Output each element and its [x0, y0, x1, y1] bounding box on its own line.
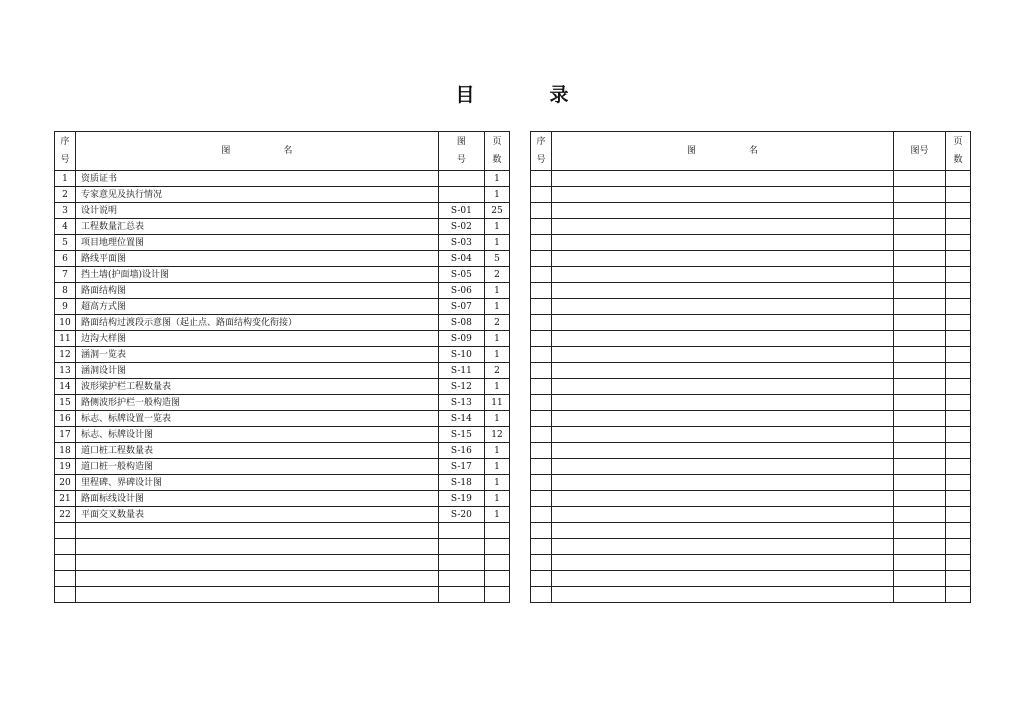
- cell-name: 路面结构图: [76, 283, 439, 299]
- cell-name: [552, 347, 894, 363]
- cell-code: [894, 395, 946, 411]
- cell-name: [76, 539, 439, 555]
- cell-name: [552, 523, 894, 539]
- cell-name: 边沟大样图: [76, 331, 439, 347]
- table-row: [531, 459, 971, 475]
- cell-name: 里程碑、界碑设计图: [76, 475, 439, 491]
- cell-pages: [946, 475, 971, 491]
- cell-code: S-05: [438, 267, 484, 283]
- cell-code: [894, 171, 946, 187]
- toc-table-left: [54, 131, 510, 603]
- cell-pages: 1: [484, 507, 509, 523]
- cell-pages: [946, 251, 971, 267]
- cell-name: [552, 283, 894, 299]
- table-row: [531, 523, 971, 539]
- table-row: [531, 299, 971, 315]
- toc-table-right: [530, 131, 971, 603]
- cell-pages: [946, 331, 971, 347]
- cell-name: [552, 587, 894, 603]
- cell-name: [552, 331, 894, 347]
- cell-no: 16: [55, 411, 76, 427]
- cell-pages: [946, 299, 971, 315]
- cell-name: 道口桩工程数量表: [76, 443, 439, 459]
- cell-code: [894, 491, 946, 507]
- cell-no: [531, 427, 552, 443]
- table-row: [55, 443, 510, 459]
- table-row: [55, 171, 510, 187]
- cell-pages: 1: [484, 171, 509, 187]
- cell-name: [552, 411, 894, 427]
- cell-code: S-20: [438, 507, 484, 523]
- table-row: [531, 395, 971, 411]
- cell-pages: 1: [484, 411, 509, 427]
- cell-pages: 1: [484, 443, 509, 459]
- cell-code: S-16: [438, 443, 484, 459]
- cell-no: 7: [55, 267, 76, 283]
- cell-name: [552, 187, 894, 203]
- header-row: [531, 132, 971, 171]
- cell-code: [894, 523, 946, 539]
- cell-code: [438, 555, 484, 571]
- cell-no: 4: [55, 219, 76, 235]
- cell-code: S-07: [438, 299, 484, 315]
- cell-no: 1: [55, 171, 76, 187]
- cell-name: 波形梁护栏工程数量表: [76, 379, 439, 395]
- cell-code: S-09: [438, 331, 484, 347]
- cell-code: [894, 203, 946, 219]
- header-code-label: 图号: [910, 146, 929, 156]
- table-row: [531, 251, 971, 267]
- cell-pages: 1: [484, 491, 509, 507]
- cell-name: 涵洞设计图: [76, 363, 439, 379]
- header-code: [438, 132, 484, 171]
- cell-code: S-17: [438, 459, 484, 475]
- cell-no: [531, 363, 552, 379]
- cell-code: [438, 171, 484, 187]
- cell-code: [438, 523, 484, 539]
- cell-pages: 1: [484, 347, 509, 363]
- cell-code: [894, 475, 946, 491]
- cell-pages: 1: [484, 459, 509, 475]
- cell-name: [552, 459, 894, 475]
- cell-name: 设计说明: [76, 203, 439, 219]
- cell-name: [552, 251, 894, 267]
- cell-no: 19: [55, 459, 76, 475]
- cell-code: [894, 427, 946, 443]
- cell-name: [552, 507, 894, 523]
- cell-code: [894, 459, 946, 475]
- cell-name: [552, 395, 894, 411]
- table-row: [531, 363, 971, 379]
- header-pages: [484, 132, 509, 171]
- cell-name: [76, 587, 439, 603]
- page-title: 目 录: [455, 84, 597, 106]
- cell-pages: 1: [484, 331, 509, 347]
- header-no: [531, 132, 552, 171]
- cell-no: [531, 539, 552, 555]
- cell-code: [894, 331, 946, 347]
- header-name-label: 图 名: [221, 146, 315, 156]
- cell-no: 21: [55, 491, 76, 507]
- header-no-bottom: 号: [60, 155, 70, 165]
- cell-no: [55, 523, 76, 539]
- cell-code: S-04: [438, 251, 484, 267]
- table-row: [531, 315, 971, 331]
- table-row: [531, 475, 971, 491]
- cell-pages: [946, 379, 971, 395]
- header-pages-top: 页: [492, 137, 502, 147]
- table-row: [531, 235, 971, 251]
- header-pages-bottom: 数: [492, 155, 502, 165]
- cell-pages: [946, 427, 971, 443]
- cell-code: S-11: [438, 363, 484, 379]
- cell-no: [531, 203, 552, 219]
- cell-pages: 5: [484, 251, 509, 267]
- cell-pages: 1: [484, 283, 509, 299]
- cell-pages: [484, 539, 509, 555]
- cell-name: [552, 539, 894, 555]
- cell-pages: 2: [484, 363, 509, 379]
- cell-no: 3: [55, 203, 76, 219]
- cell-no: [531, 331, 552, 347]
- cell-name: [552, 363, 894, 379]
- cell-name: [552, 235, 894, 251]
- cell-no: [531, 491, 552, 507]
- cell-name: [552, 299, 894, 315]
- cell-pages: [946, 507, 971, 523]
- cell-code: S-06: [438, 283, 484, 299]
- cell-name: [552, 219, 894, 235]
- cell-no: 10: [55, 315, 76, 331]
- cell-code: S-03: [438, 235, 484, 251]
- table-row: [531, 507, 971, 523]
- table-row: [531, 283, 971, 299]
- cell-name: 道口桩一般构造图: [76, 459, 439, 475]
- cell-code: S-15: [438, 427, 484, 443]
- cell-pages: 2: [484, 315, 509, 331]
- cell-pages: [946, 555, 971, 571]
- table-row: [55, 283, 510, 299]
- header-code-bottom: 号: [456, 155, 466, 165]
- cell-code: S-02: [438, 219, 484, 235]
- table-row: [55, 379, 510, 395]
- cell-no: 8: [55, 283, 76, 299]
- cell-pages: [946, 491, 971, 507]
- cell-code: S-01: [438, 203, 484, 219]
- table-row: [55, 363, 510, 379]
- table-row: [55, 315, 510, 331]
- header-name-label: 图 名: [686, 146, 780, 156]
- cell-name: [552, 427, 894, 443]
- cell-pages: [946, 203, 971, 219]
- cell-no: [531, 379, 552, 395]
- cell-name: 标志、标牌设置一览表: [76, 411, 439, 427]
- table-row: [55, 507, 510, 523]
- cell-no: 5: [55, 235, 76, 251]
- header-code-top: 图: [456, 137, 466, 147]
- table-row: [55, 251, 510, 267]
- cell-no: [531, 219, 552, 235]
- table-row: [531, 331, 971, 347]
- cell-pages: 1: [484, 379, 509, 395]
- cell-pages: 2: [484, 267, 509, 283]
- cell-code: S-12: [438, 379, 484, 395]
- cell-name: [552, 203, 894, 219]
- header-no-top: 序: [536, 137, 546, 147]
- table-row: [55, 571, 510, 587]
- cell-no: [531, 187, 552, 203]
- cell-pages: [946, 411, 971, 427]
- cell-no: 15: [55, 395, 76, 411]
- table-row: [531, 187, 971, 203]
- cell-no: 22: [55, 507, 76, 523]
- cell-no: [531, 555, 552, 571]
- cell-no: 6: [55, 251, 76, 267]
- cell-pages: 1: [484, 219, 509, 235]
- cell-name: [76, 523, 439, 539]
- cell-code: S-13: [438, 395, 484, 411]
- cell-name: [76, 555, 439, 571]
- cell-code: [894, 379, 946, 395]
- cell-code: S-18: [438, 475, 484, 491]
- cell-name: [76, 571, 439, 587]
- table-row: [55, 203, 510, 219]
- cell-name: [552, 315, 894, 331]
- cell-no: [55, 555, 76, 571]
- cell-pages: [484, 587, 509, 603]
- cell-code: S-08: [438, 315, 484, 331]
- cell-code: [894, 187, 946, 203]
- cell-name: 路侧波形护栏一般构造图: [76, 395, 439, 411]
- table-row: [55, 491, 510, 507]
- table-row: [531, 379, 971, 395]
- table-row: [531, 219, 971, 235]
- cell-code: [438, 187, 484, 203]
- cell-pages: [946, 363, 971, 379]
- cell-no: [531, 347, 552, 363]
- cell-name: 挡土墙(护面墙)设计图: [76, 267, 439, 283]
- cell-code: [894, 299, 946, 315]
- header-no-top: 序: [60, 137, 70, 147]
- cell-name: [552, 571, 894, 587]
- cell-no: [531, 523, 552, 539]
- header-no-bottom: 号: [536, 155, 546, 165]
- header-name: [552, 132, 894, 171]
- table-row: [55, 539, 510, 555]
- table-row: [531, 571, 971, 587]
- cell-pages: 12: [484, 427, 509, 443]
- cell-pages: [484, 555, 509, 571]
- table-row: [55, 267, 510, 283]
- cell-pages: [946, 315, 971, 331]
- cell-no: [531, 571, 552, 587]
- table-row: [55, 299, 510, 315]
- cell-no: [531, 315, 552, 331]
- cell-pages: [946, 539, 971, 555]
- cell-pages: [946, 395, 971, 411]
- cell-name: 专家意见及执行情况: [76, 187, 439, 203]
- cell-pages: [946, 523, 971, 539]
- table-row: [531, 443, 971, 459]
- cell-code: [894, 315, 946, 331]
- cell-pages: [946, 219, 971, 235]
- header-pages-top: 页: [953, 137, 963, 147]
- cell-pages: [946, 587, 971, 603]
- cell-name: 路面结构过渡段示意图（起止点、路面结构变化衔接）: [76, 315, 439, 331]
- cell-pages: 25: [484, 203, 509, 219]
- cell-no: [531, 587, 552, 603]
- cell-code: [438, 587, 484, 603]
- table-row: [55, 347, 510, 363]
- cell-code: [894, 363, 946, 379]
- cell-name: [552, 475, 894, 491]
- cell-no: [531, 475, 552, 491]
- table-row: [55, 475, 510, 491]
- table-row: [55, 555, 510, 571]
- cell-no: [531, 251, 552, 267]
- table-row: [55, 411, 510, 427]
- cell-code: [438, 571, 484, 587]
- cell-code: [894, 235, 946, 251]
- cell-pages: 1: [484, 187, 509, 203]
- cell-code: [894, 251, 946, 267]
- cell-no: [531, 507, 552, 523]
- cell-name: 工程数量汇总表: [76, 219, 439, 235]
- cell-code: [894, 267, 946, 283]
- cell-name: 平面交叉数量表: [76, 507, 439, 523]
- table-row: [55, 187, 510, 203]
- cell-name: 路线平面图: [76, 251, 439, 267]
- cell-pages: 11: [484, 395, 509, 411]
- cell-code: S-19: [438, 491, 484, 507]
- cell-no: 2: [55, 187, 76, 203]
- cell-code: S-14: [438, 411, 484, 427]
- cell-code: [894, 347, 946, 363]
- cell-name: 标志、标牌设计图: [76, 427, 439, 443]
- cell-name: 资质证书: [76, 171, 439, 187]
- table-row: [531, 171, 971, 187]
- table-row: [55, 587, 510, 603]
- cell-name: [552, 555, 894, 571]
- cell-code: [894, 555, 946, 571]
- table-row: [531, 587, 971, 603]
- cell-name: [552, 491, 894, 507]
- cell-code: [894, 539, 946, 555]
- cell-no: 14: [55, 379, 76, 395]
- cell-no: [531, 235, 552, 251]
- cell-pages: [946, 187, 971, 203]
- header-row: [55, 132, 510, 171]
- cell-pages: 1: [484, 299, 509, 315]
- table-row: [531, 427, 971, 443]
- cell-name: 涵洞一览表: [76, 347, 439, 363]
- cell-no: [531, 459, 552, 475]
- table-row: [55, 235, 510, 251]
- cell-code: [438, 539, 484, 555]
- cell-pages: [946, 347, 971, 363]
- cell-no: [531, 411, 552, 427]
- cell-code: [894, 411, 946, 427]
- cell-no: 17: [55, 427, 76, 443]
- cell-no: [55, 571, 76, 587]
- cell-no: 18: [55, 443, 76, 459]
- cell-pages: 1: [484, 235, 509, 251]
- cell-name: 路面标线设计图: [76, 491, 439, 507]
- cell-name: 项目地理位置图: [76, 235, 439, 251]
- cell-code: [894, 507, 946, 523]
- table-row: [531, 267, 971, 283]
- table-row: [55, 459, 510, 475]
- table-row: [531, 539, 971, 555]
- cell-pages: [946, 571, 971, 587]
- cell-no: [55, 539, 76, 555]
- cell-no: 13: [55, 363, 76, 379]
- cell-no: 20: [55, 475, 76, 491]
- table-row: [55, 523, 510, 539]
- cell-no: [531, 299, 552, 315]
- header-name: [76, 132, 439, 171]
- cell-pages: [484, 571, 509, 587]
- cell-pages: [946, 459, 971, 475]
- cell-code: [894, 587, 946, 603]
- table-row: [531, 491, 971, 507]
- table-row: [55, 395, 510, 411]
- cell-code: [894, 219, 946, 235]
- cell-pages: [946, 267, 971, 283]
- cell-code: [894, 443, 946, 459]
- cell-no: 11: [55, 331, 76, 347]
- cell-no: 12: [55, 347, 76, 363]
- header-pages: [946, 132, 971, 171]
- cell-no: [531, 395, 552, 411]
- cell-no: [55, 587, 76, 603]
- cell-no: [531, 283, 552, 299]
- table-row: [531, 555, 971, 571]
- cell-pages: [946, 283, 971, 299]
- cell-pages: [946, 235, 971, 251]
- cell-name: [552, 379, 894, 395]
- cell-code: [894, 283, 946, 299]
- table-row: [55, 427, 510, 443]
- cell-code: [894, 571, 946, 587]
- header-code: [894, 132, 946, 171]
- cell-no: [531, 171, 552, 187]
- cell-pages: [946, 443, 971, 459]
- cell-pages: [946, 171, 971, 187]
- table-row: [531, 411, 971, 427]
- cell-no: 9: [55, 299, 76, 315]
- cell-no: [531, 443, 552, 459]
- table-row: [55, 331, 510, 347]
- cell-name: [552, 443, 894, 459]
- cell-no: [531, 267, 552, 283]
- cell-name: 超高方式图: [76, 299, 439, 315]
- cell-code: S-10: [438, 347, 484, 363]
- cell-name: [552, 171, 894, 187]
- table-row: [55, 219, 510, 235]
- table-row: [531, 347, 971, 363]
- header-pages-bottom: 数: [953, 155, 963, 165]
- cell-name: [552, 267, 894, 283]
- table-row: [531, 203, 971, 219]
- header-no: [55, 132, 76, 171]
- cell-pages: 1: [484, 475, 509, 491]
- cell-pages: [484, 523, 509, 539]
